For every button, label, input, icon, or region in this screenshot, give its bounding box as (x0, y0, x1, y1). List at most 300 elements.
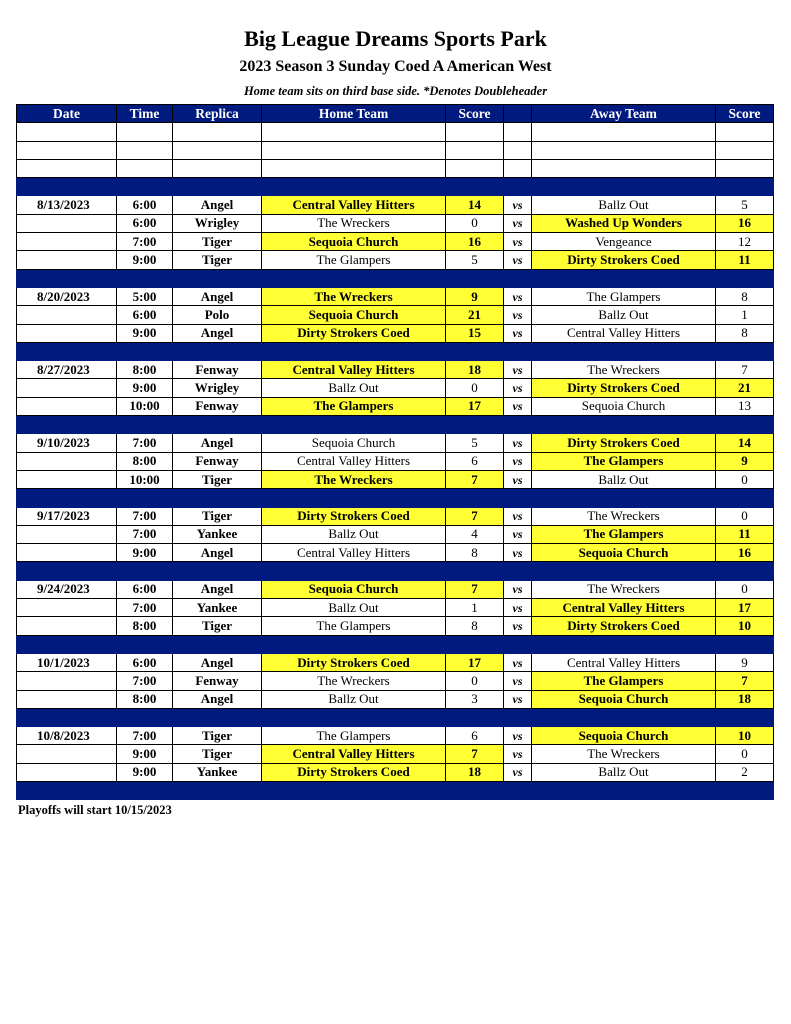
vs-label: vs (504, 233, 532, 251)
home-team: Central Valley Hitters (262, 544, 446, 562)
home-score: 15 (446, 324, 504, 342)
home-team: Ballz Out (262, 379, 446, 397)
game-replica-field: Tiger (173, 507, 262, 525)
vs-label: vs (504, 324, 532, 342)
blank-cell (117, 141, 173, 159)
separator-cell (173, 178, 262, 196)
table-header-row (17, 105, 774, 123)
game-replica-field: Fenway (173, 452, 262, 470)
game-date (17, 452, 117, 470)
game-time: 9:00 (117, 251, 173, 269)
away-team: Central Valley Hitters (532, 599, 716, 617)
separator-cell (117, 635, 173, 653)
vs-label: vs (504, 580, 532, 598)
game-date (17, 306, 117, 324)
home-score: 7 (446, 470, 504, 488)
game-date (17, 214, 117, 232)
vs-label: vs (504, 251, 532, 269)
game-replica-field: Tiger (173, 233, 262, 251)
column-header-replica: Replica (173, 105, 262, 123)
blank-cell (532, 159, 716, 177)
home-score: 0 (446, 672, 504, 690)
schedule-subtitle: 2023 Season 3 Sunday Coed A American West (239, 58, 552, 75)
away-score: 13 (716, 397, 774, 415)
separator-cell (504, 489, 532, 507)
separator-cell (17, 708, 117, 726)
separator-cell (173, 635, 262, 653)
game-time: 8:00 (117, 617, 173, 635)
home-score: 21 (446, 306, 504, 324)
away-score: 8 (716, 324, 774, 342)
separator-cell (173, 562, 262, 580)
game-time: 6:00 (117, 214, 173, 232)
blank-row (17, 141, 774, 159)
game-date (17, 544, 117, 562)
separator-cell (446, 781, 504, 799)
separator-cell (446, 489, 504, 507)
game-replica-field: Tiger (173, 251, 262, 269)
separator-cell (504, 781, 532, 799)
home-team: Dirty Strokers Coed (262, 324, 446, 342)
home-team: The Wreckers (262, 287, 446, 305)
game-replica-field: Angel (173, 434, 262, 452)
blank-cell (17, 159, 117, 177)
separator-cell (262, 635, 446, 653)
game-replica-field: Angel (173, 653, 262, 671)
separator-cell (446, 708, 504, 726)
blank-row (17, 123, 774, 141)
game-date (17, 525, 117, 543)
separator-cell (17, 489, 117, 507)
separator-cell (446, 342, 504, 360)
separator-cell (262, 416, 446, 434)
away-team: Vengeance (532, 233, 716, 251)
week-separator-row (17, 781, 774, 799)
separator-cell (117, 781, 173, 799)
away-score: 12 (716, 233, 774, 251)
away-score: 8 (716, 287, 774, 305)
away-team: Dirty Strokers Coed (532, 434, 716, 452)
home-score: 7 (446, 745, 504, 763)
home-score: 14 (446, 196, 504, 214)
separator-cell (117, 269, 173, 287)
separator-cell (504, 635, 532, 653)
away-score: 11 (716, 251, 774, 269)
game-row (17, 397, 774, 415)
separator-cell (504, 416, 532, 434)
home-score: 7 (446, 507, 504, 525)
separator-cell (446, 178, 504, 196)
home-score: 6 (446, 452, 504, 470)
home-team: Central Valley Hitters (262, 361, 446, 379)
game-replica-field: Wrigley (173, 214, 262, 232)
separator-cell (262, 178, 446, 196)
away-team: Sequoia Church (532, 727, 716, 745)
separator-cell (17, 781, 117, 799)
home-team: The Wreckers (262, 470, 446, 488)
away-team: Sequoia Church (532, 397, 716, 415)
vs-label: vs (504, 452, 532, 470)
game-replica-field: Fenway (173, 672, 262, 690)
game-date (17, 379, 117, 397)
home-score: 4 (446, 525, 504, 543)
game-replica-field: Yankee (173, 763, 262, 781)
week-separator-row (17, 342, 774, 360)
separator-cell (117, 708, 173, 726)
home-score: 0 (446, 214, 504, 232)
game-time: 10:00 (117, 397, 173, 415)
game-replica-field: Tiger (173, 745, 262, 763)
home-score: 8 (446, 617, 504, 635)
away-score: 17 (716, 599, 774, 617)
blank-cell (446, 123, 504, 141)
column-header-away-score: Score (716, 105, 774, 123)
column-header-vs (504, 105, 532, 123)
game-row (17, 507, 774, 525)
separator-cell (262, 489, 446, 507)
vs-label: vs (504, 727, 532, 745)
game-date: 10/1/2023 (17, 653, 117, 671)
column-header-time: Time (117, 105, 173, 123)
game-date (17, 233, 117, 251)
separator-cell (446, 269, 504, 287)
schedule-body (17, 123, 774, 800)
separator-cell (173, 416, 262, 434)
separator-cell (532, 489, 716, 507)
home-team: The Wreckers (262, 672, 446, 690)
away-team: Sequoia Church (532, 690, 716, 708)
column-header-date: Date (17, 105, 117, 123)
separator-cell (117, 489, 173, 507)
playoffs-note: Playoffs will start 10/15/2023 (18, 803, 172, 817)
game-row (17, 672, 774, 690)
blank-cell (532, 123, 716, 141)
game-row (17, 745, 774, 763)
away-score: 0 (716, 507, 774, 525)
vs-label: vs (504, 690, 532, 708)
game-date: 9/10/2023 (17, 434, 117, 452)
game-replica-field: Angel (173, 324, 262, 342)
vs-label: vs (504, 306, 532, 324)
away-team: The Wreckers (532, 580, 716, 598)
away-team: Dirty Strokers Coed (532, 617, 716, 635)
game-time: 7:00 (117, 727, 173, 745)
home-team: Sequoia Church (262, 306, 446, 324)
home-team: Sequoia Church (262, 434, 446, 452)
vs-label: vs (504, 544, 532, 562)
column-header-away-team: Away Team (532, 105, 716, 123)
away-team: Ballz Out (532, 470, 716, 488)
separator-cell (117, 342, 173, 360)
game-row (17, 324, 774, 342)
separator-cell (117, 562, 173, 580)
week-separator-row (17, 178, 774, 196)
separator-cell (716, 416, 774, 434)
game-date: 8/27/2023 (17, 361, 117, 379)
schedule-table (16, 104, 774, 800)
separator-cell (17, 416, 117, 434)
away-score: 9 (716, 653, 774, 671)
blank-cell (117, 159, 173, 177)
home-score: 1 (446, 599, 504, 617)
blank-row (17, 159, 774, 177)
game-row (17, 287, 774, 305)
game-row (17, 599, 774, 617)
vs-label: vs (504, 434, 532, 452)
week-separator-row (17, 416, 774, 434)
separator-cell (262, 269, 446, 287)
blank-cell (17, 123, 117, 141)
game-replica-field: Tiger (173, 470, 262, 488)
week-separator-row (17, 708, 774, 726)
away-team: Ballz Out (532, 763, 716, 781)
game-replica-field: Yankee (173, 525, 262, 543)
game-time: 5:00 (117, 287, 173, 305)
separator-cell (17, 562, 117, 580)
vs-label: vs (504, 745, 532, 763)
game-date (17, 617, 117, 635)
away-team: The Glampers (532, 452, 716, 470)
week-separator-row (17, 635, 774, 653)
vs-label: vs (504, 379, 532, 397)
game-time: 7:00 (117, 599, 173, 617)
game-row (17, 653, 774, 671)
blank-cell (446, 159, 504, 177)
blank-cell (532, 141, 716, 159)
week-separator-row (17, 489, 774, 507)
home-score: 7 (446, 580, 504, 598)
home-score: 3 (446, 690, 504, 708)
blank-cell (716, 141, 774, 159)
game-date (17, 324, 117, 342)
away-score: 2 (716, 763, 774, 781)
away-team: Central Valley Hitters (532, 653, 716, 671)
separator-cell (504, 708, 532, 726)
game-replica-field: Polo (173, 306, 262, 324)
away-team: The Glampers (532, 287, 716, 305)
game-date: 9/17/2023 (17, 507, 117, 525)
game-date: 9/24/2023 (17, 580, 117, 598)
home-team: Ballz Out (262, 525, 446, 543)
game-time: 7:00 (117, 434, 173, 452)
schedule-note: Home team sits on third base side. *Denotes Doubleheader (243, 84, 548, 98)
game-time: 6:00 (117, 196, 173, 214)
away-score: 10 (716, 727, 774, 745)
away-team: Dirty Strokers Coed (532, 379, 716, 397)
separator-cell (262, 708, 446, 726)
blank-cell (504, 141, 532, 159)
game-row (17, 196, 774, 214)
blank-cell (446, 141, 504, 159)
away-score: 16 (716, 544, 774, 562)
game-row (17, 214, 774, 232)
home-team: Dirty Strokers Coed (262, 507, 446, 525)
separator-cell (17, 635, 117, 653)
home-team: The Glampers (262, 251, 446, 269)
home-team: The Wreckers (262, 214, 446, 232)
separator-cell (532, 416, 716, 434)
vs-label: vs (504, 196, 532, 214)
separator-cell (716, 269, 774, 287)
away-score: 9 (716, 452, 774, 470)
game-time: 7:00 (117, 672, 173, 690)
game-row (17, 727, 774, 745)
vs-label: vs (504, 763, 532, 781)
away-score: 18 (716, 690, 774, 708)
vs-label: vs (504, 361, 532, 379)
game-replica-field: Angel (173, 196, 262, 214)
home-score: 16 (446, 233, 504, 251)
vs-label: vs (504, 287, 532, 305)
page-title: Big League Dreams Sports Park (244, 26, 547, 51)
home-team: Ballz Out (262, 599, 446, 617)
game-row (17, 763, 774, 781)
blank-cell (716, 159, 774, 177)
vs-label: vs (504, 672, 532, 690)
game-replica-field: Angel (173, 690, 262, 708)
home-team: Central Valley Hitters (262, 452, 446, 470)
separator-cell (504, 178, 532, 196)
game-time: 9:00 (117, 379, 173, 397)
game-replica-field: Angel (173, 544, 262, 562)
separator-cell (117, 178, 173, 196)
away-team: The Wreckers (532, 361, 716, 379)
home-team: Ballz Out (262, 690, 446, 708)
blank-cell (504, 123, 532, 141)
game-time: 6:00 (117, 306, 173, 324)
home-team: Central Valley Hitters (262, 745, 446, 763)
home-score: 5 (446, 251, 504, 269)
home-team: Sequoia Church (262, 580, 446, 598)
separator-cell (17, 342, 117, 360)
home-score: 8 (446, 544, 504, 562)
separator-cell (532, 269, 716, 287)
game-date (17, 397, 117, 415)
away-team: Sequoia Church (532, 544, 716, 562)
home-team: The Glampers (262, 617, 446, 635)
separator-cell (532, 708, 716, 726)
separator-cell (446, 416, 504, 434)
home-score: 18 (446, 763, 504, 781)
vs-label: vs (504, 525, 532, 543)
game-row (17, 617, 774, 635)
game-replica-field: Fenway (173, 397, 262, 415)
game-date (17, 599, 117, 617)
away-score: 0 (716, 580, 774, 598)
away-team: Ballz Out (532, 306, 716, 324)
game-replica-field: Tiger (173, 727, 262, 745)
game-date (17, 672, 117, 690)
game-time: 9:00 (117, 763, 173, 781)
blank-cell (17, 141, 117, 159)
game-row (17, 379, 774, 397)
game-time: 9:00 (117, 745, 173, 763)
game-time: 6:00 (117, 580, 173, 598)
away-team: The Glampers (532, 525, 716, 543)
vs-label: vs (504, 599, 532, 617)
separator-cell (532, 562, 716, 580)
separator-cell (716, 562, 774, 580)
separator-cell (716, 489, 774, 507)
separator-cell (173, 708, 262, 726)
game-date (17, 745, 117, 763)
vs-label: vs (504, 470, 532, 488)
game-date (17, 690, 117, 708)
game-replica-field: Yankee (173, 599, 262, 617)
home-team: Dirty Strokers Coed (262, 653, 446, 671)
week-separator-row (17, 269, 774, 287)
week-separator-row (17, 562, 774, 580)
game-replica-field: Wrigley (173, 379, 262, 397)
game-row (17, 525, 774, 543)
away-team: The Glampers (532, 672, 716, 690)
column-header-home-team: Home Team (262, 105, 446, 123)
blank-cell (173, 159, 262, 177)
separator-cell (716, 635, 774, 653)
game-replica-field: Tiger (173, 617, 262, 635)
game-date (17, 470, 117, 488)
blank-cell (504, 159, 532, 177)
game-replica-field: Fenway (173, 361, 262, 379)
home-team: Sequoia Church (262, 233, 446, 251)
separator-cell (173, 269, 262, 287)
blank-cell (173, 141, 262, 159)
home-team: The Glampers (262, 397, 446, 415)
game-row (17, 233, 774, 251)
away-team: The Wreckers (532, 745, 716, 763)
game-time: 9:00 (117, 324, 173, 342)
home-score: 0 (446, 379, 504, 397)
away-team: Dirty Strokers Coed (532, 251, 716, 269)
separator-cell (716, 781, 774, 799)
separator-cell (173, 342, 262, 360)
away-team: Washed Up Wonders (532, 214, 716, 232)
blank-cell (262, 159, 446, 177)
away-score: 1 (716, 306, 774, 324)
separator-cell (504, 562, 532, 580)
vs-label: vs (504, 653, 532, 671)
blank-cell (117, 123, 173, 141)
home-team: Central Valley Hitters (262, 196, 446, 214)
game-row (17, 470, 774, 488)
game-row (17, 544, 774, 562)
game-time: 8:00 (117, 452, 173, 470)
game-date: 8/13/2023 (17, 196, 117, 214)
game-time: 10:00 (117, 470, 173, 488)
game-replica-field: Angel (173, 580, 262, 598)
home-score: 18 (446, 361, 504, 379)
game-row (17, 251, 774, 269)
separator-cell (262, 342, 446, 360)
separator-cell (504, 342, 532, 360)
away-score: 0 (716, 470, 774, 488)
away-score: 10 (716, 617, 774, 635)
home-score: 6 (446, 727, 504, 745)
game-date (17, 251, 117, 269)
game-date: 8/20/2023 (17, 287, 117, 305)
separator-cell (173, 489, 262, 507)
away-score: 14 (716, 434, 774, 452)
separator-cell (446, 635, 504, 653)
separator-cell (532, 635, 716, 653)
away-score: 11 (716, 525, 774, 543)
game-time: 7:00 (117, 233, 173, 251)
game-time: 8:00 (117, 690, 173, 708)
home-team: Dirty Strokers Coed (262, 763, 446, 781)
separator-cell (504, 269, 532, 287)
away-score: 5 (716, 196, 774, 214)
game-time: 9:00 (117, 544, 173, 562)
